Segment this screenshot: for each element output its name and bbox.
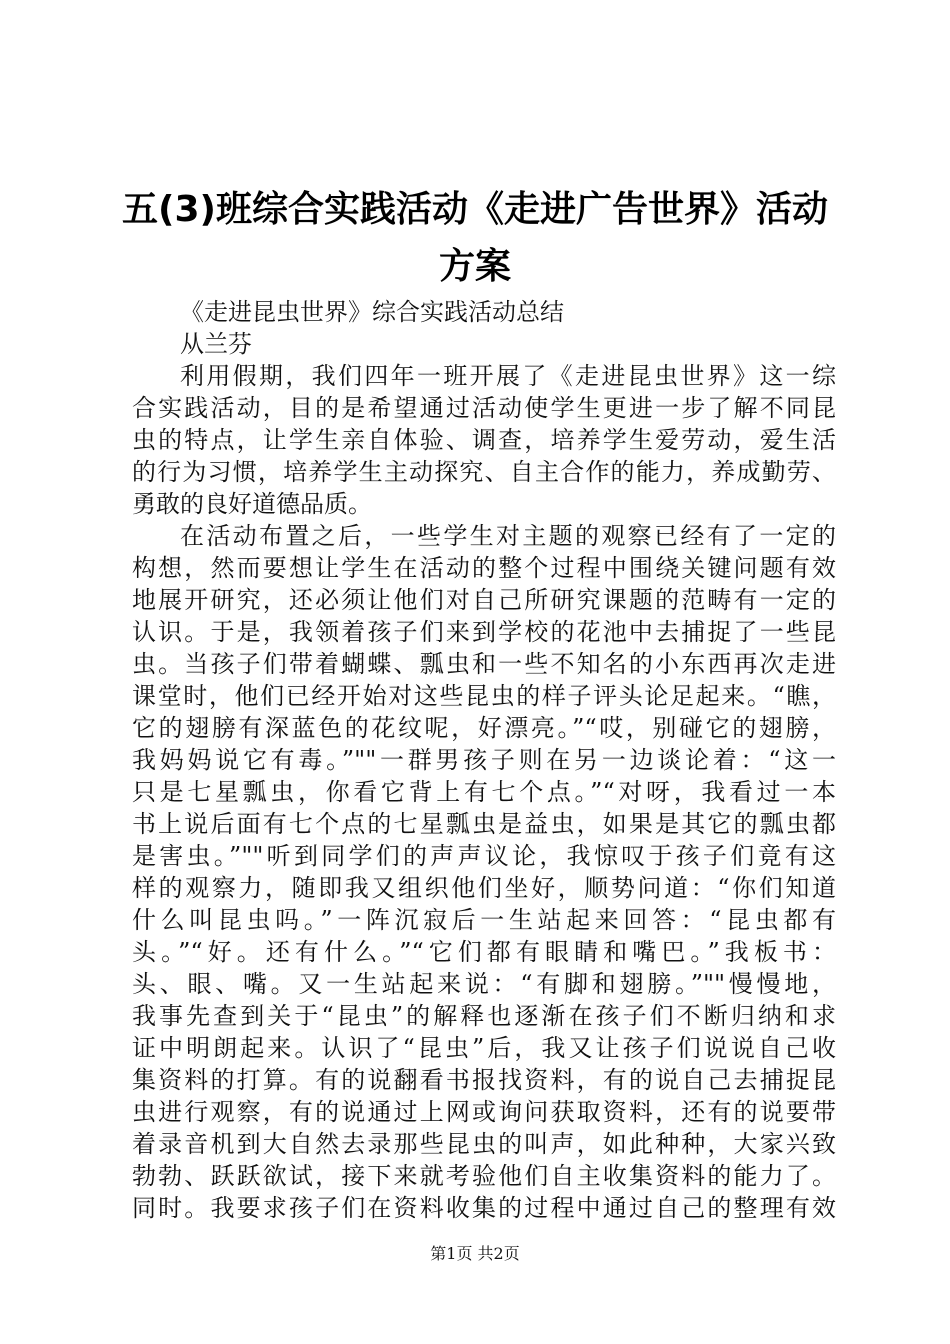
body-line: 它的翅膀有深蓝色的花纹呢，好漂亮。”“哎，别碰它的翅膀， [132,714,836,742]
body-line: 同时。我要求孩子们在资料收集的过程中通过自己的整理有效 [132,1194,836,1222]
body-line: 着录音机到大自然去录那些昆虫的叫声，如此种种，大家兴致 [132,1130,836,1158]
body-line: 勃勃、跃跃欲试，接下来就考验他们自主收集资料的能力了。 [132,1162,836,1190]
body-line: 集资料的打算。有的说翻看书报找资料，有的说自己去捕捉昆 [132,1066,836,1094]
body-line: 认识。于是，我领着孩子们来到学校的花池中去捕捉了一些昆 [132,618,836,646]
body-line: 虫的特点，让学生亲自体验、调查，培养学生爱劳动，爱生活 [132,426,836,454]
body-line: 虫进行观察，有的说通过上网或询问获取资料，还有的说要带 [132,1098,836,1126]
body-line: 地展开研究，还必须让他们对自己所研究课题的范畴有一定的 [132,586,836,614]
body-line: 头、眼、嘴。又一生站起来说：“有脚和翅膀。”""慢慢地， [132,970,836,998]
body-line: 课堂时，他们已经开始对这些昆虫的样子评头论足起来。“瞧， [132,682,836,710]
document-title-line-1: 五(3)班综合实践活动《走进广告世界》活动 [122,189,828,230]
body-line: 构想，然而要想让学生在活动的整个过程中围绕关键问题有效 [132,554,836,582]
page-footer: 第1页 共2页 [430,1244,520,1263]
document-subtitle: 《走进昆虫世界》综合实践活动总结 [180,298,564,326]
body-line: 只是七星瓢虫，你看它背上有七个点。”“对呀，我看过一本 [132,778,836,806]
body-line: 头。”“好。还有什么。”“它们都有眼睛和嘴巴。”我板书： [132,938,836,966]
body-line: 我妈妈说它有毒。”""一群男孩子则在另一边谈论着：“这一 [132,746,836,774]
body-line: 勇敢的良好道德品质。 [132,490,372,518]
body-line: 什么叫昆虫吗。”一阵沉寂后一生站起来回答：“昆虫都有 [132,906,836,934]
body-line: 利用假期，我们四年一班开展了《走进昆虫世界》这一综 [180,362,836,390]
document-body [132,296,836,1224]
body-line: 我事先查到关于“昆虫”的解释也逐渐在孩子们不断归纳和求 [132,1002,836,1030]
document-title-line-2: 方案 [438,246,511,287]
document-author: 从兰芬 [180,330,252,358]
body-line: 在活动布置之后，一些学生对主题的观察已经有了一定的 [180,522,836,550]
body-line: 的行为习惯，培养学生主动探究、自主合作的能力，养成勤劳、 [132,458,836,486]
body-line: 证中明朗起来。认识了“昆虫”后，我又让孩子们说说自己收 [132,1034,836,1062]
body-line: 是害虫。”""听到同学们的声声议论，我惊叹于孩子们竟有这 [132,842,836,870]
body-line: 书上说后面有七个点的七星瓢虫是益虫，如果是其它的瓢虫都 [132,810,836,838]
body-line: 合实践活动，目的是希望通过活动使学生更进一步了解不同昆 [132,394,836,422]
body-line: 虫。当孩子们带着蝴蝶、瓢虫和一些不知名的小东西再次走进 [132,650,836,678]
body-line: 样的观察力，随即我又组织他们坐好，顺势问道：“你们知道 [132,874,836,902]
